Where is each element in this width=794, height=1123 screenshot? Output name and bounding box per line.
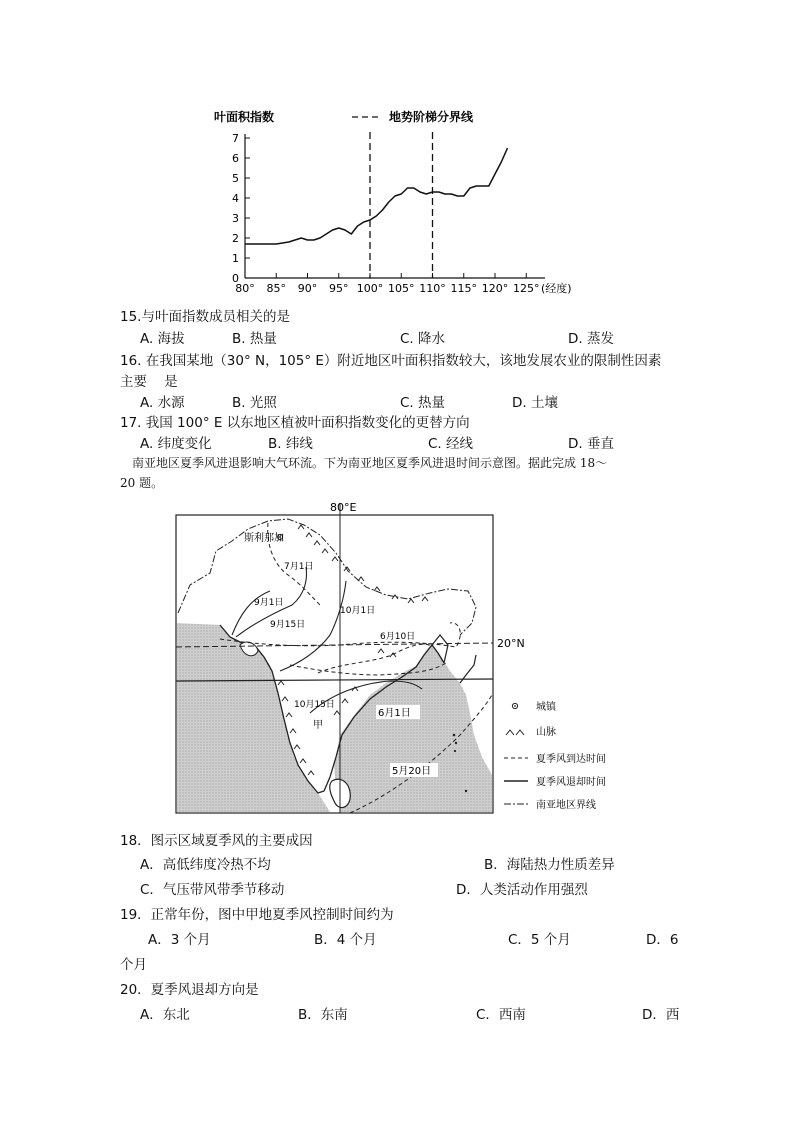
q20-option-b: B．东南: [298, 1007, 348, 1023]
chart-svg: [200, 100, 600, 300]
q16-stem-line2: 主要 是: [120, 374, 178, 390]
y-tick-label: 2: [232, 232, 239, 245]
parallel-label: 20°N: [497, 637, 525, 650]
x-tick-label: 95°: [329, 282, 349, 295]
intro-line1: 南亚地区夏季风进退影响大气环流。下为南亚地区夏季风进退时间示意图。据此完成 18～: [132, 456, 608, 470]
q15-option-b: B. 热量: [232, 331, 277, 347]
label-oct1: 10月1日: [340, 606, 376, 616]
leaf-area-index-line: [245, 148, 508, 244]
q17-stem: 17. 我国 100° E 以东地区植被叶面积指数变化的更替方向: [120, 415, 470, 431]
q19-stem: 19．正常年份，图中甲地夏季风控制时间约为: [120, 907, 394, 923]
q18-stem: 18．图示区域夏季风的主要成因: [120, 833, 313, 849]
label-sep1: 9月1日: [254, 598, 284, 608]
label-sep15: 9月15日: [270, 620, 306, 630]
q19-option-d: D．6: [646, 932, 679, 948]
q20-option-d: D．西: [642, 1007, 680, 1023]
y-tick-label: 5: [232, 172, 239, 185]
label-jun1: 6月1日: [378, 708, 411, 719]
legend-city: 城镇: [536, 702, 556, 713]
chart-ylabel: 叶面积指数: [214, 110, 275, 124]
q15-option-c: C. 降水: [400, 331, 446, 347]
q18-option-a: A．高低纬度冷热不均: [140, 857, 271, 873]
south-asia-monsoon-map: [170, 495, 650, 820]
x-tick-label: 105°: [388, 282, 415, 295]
q19-option-a: A．3 个月: [148, 932, 211, 948]
q16-option-b: B. 光照: [232, 395, 277, 411]
q17-option-c: C. 经线: [428, 436, 474, 452]
q18-option-c: C．气压带风带季节移动: [140, 882, 285, 898]
x-tick-label: 120°: [481, 282, 509, 295]
q16-option-d: D. 土壤: [512, 395, 558, 411]
q19-option-b: B．4 个月: [314, 932, 377, 948]
label-jia: 甲: [313, 720, 323, 731]
x-tick-label: 90°: [297, 282, 318, 295]
label-may20: 5月20日: [392, 766, 432, 777]
legend-boundary: 南亚地区界线: [536, 800, 596, 811]
y-tick-label: 6: [232, 152, 239, 165]
q19-option-d-wrap: 个月: [120, 957, 147, 973]
x-axis-label: (经度): [541, 282, 572, 295]
map-svg: [170, 495, 650, 820]
q16-option-c: C. 热量: [400, 395, 446, 411]
q19-option-c: C．5 个月: [508, 932, 571, 948]
y-tick-label: 4: [232, 192, 239, 205]
label-jun10: 6月10日: [380, 632, 416, 642]
legend-arrival: 夏季风到达时间: [536, 754, 606, 765]
q20-option-c: C．西南: [476, 1007, 526, 1023]
meridian-label: 80°E: [330, 501, 357, 514]
q16-option-a: A. 水源: [140, 395, 185, 411]
q16-stem: 16. 在我国某地（30° N，105° E）附近地区叶面积指数较大，该地发展农业的限制性因素: [120, 353, 662, 369]
q15-option-d: D. 蒸发: [568, 331, 614, 347]
y-tick-label: 0: [232, 272, 239, 285]
q18-option-b: B．海陆热力性质差异: [484, 857, 615, 873]
intro-line2: 20 题。: [120, 476, 164, 490]
q20-stem: 20．夏季风退却方向是: [120, 982, 259, 998]
x-tick-label: 115°: [450, 282, 477, 295]
city-label: 斯利那加: [244, 533, 284, 544]
legend-retreat: 夏季风退却时间: [536, 777, 606, 788]
q17-option-b: B. 纬线: [268, 436, 313, 452]
x-tick-label: 110°: [419, 282, 446, 295]
map-legend: [504, 700, 606, 811]
q17-option-a: A. 纬度变化: [140, 436, 212, 452]
q18-option-d: D．人类活动作用强烈: [456, 882, 588, 898]
x-tick-label: 100°: [356, 282, 384, 295]
q15-option-a: A. 海拔: [140, 331, 185, 347]
label-jul1: 7月1日: [284, 562, 314, 572]
legend-mountain: 山脉: [536, 727, 556, 738]
x-tick-label: 125°: [513, 282, 540, 295]
chart-legend-label: 地势阶梯分界线: [389, 110, 474, 124]
label-oct15: 10月15日: [294, 700, 335, 710]
leaf-area-chart: [200, 100, 600, 300]
y-tick-label: 3: [232, 212, 239, 225]
x-tick-label: 85°: [266, 282, 286, 295]
y-tick-label: 7: [232, 132, 239, 145]
q17-option-d: D. 垂直: [568, 436, 614, 452]
q20-option-a: A．东北: [140, 1007, 190, 1023]
x-tick-label: 80°: [235, 282, 255, 295]
y-tick-label: 1: [232, 252, 239, 265]
q15-stem: 15.与叶面指数成员相关的是: [120, 309, 290, 325]
